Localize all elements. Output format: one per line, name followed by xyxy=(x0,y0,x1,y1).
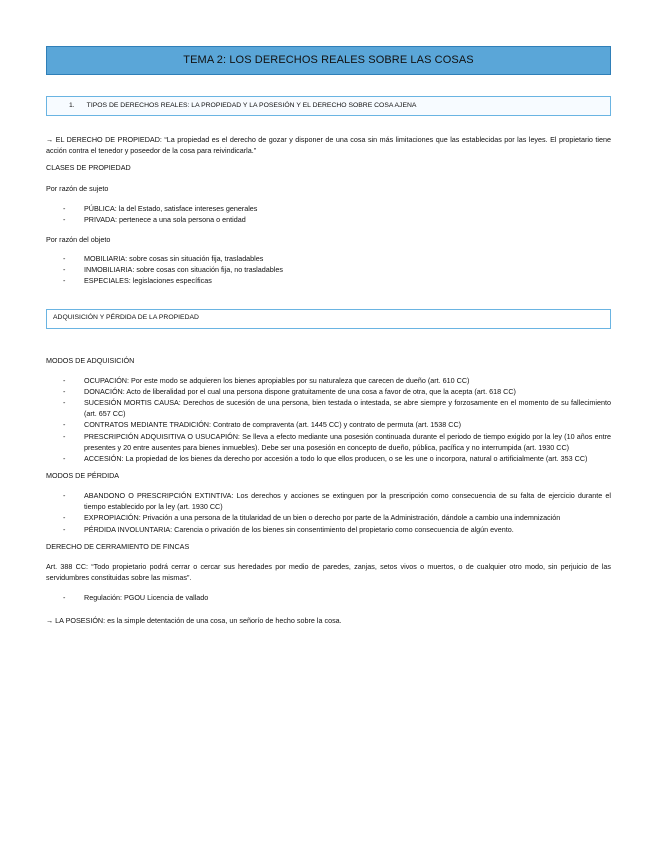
modos-perdida-heading: MODOS DE PÉRDIDA xyxy=(46,470,120,480)
list-item: - OCUPACIÓN: Por este modo se adquieren los bienes apropiables por su naturaleza que carecen de dueño (art. 610 CC) xyxy=(46,375,611,386)
list-item: - ESPECIALES: legislaciones específicas xyxy=(46,275,611,286)
section-header-adquisicion-perdida xyxy=(46,309,611,329)
regulacion-list xyxy=(46,592,611,603)
list-item: - PÚBLICA: la del Estado, satisface intereses generales xyxy=(46,203,611,214)
list-item: - ABANDONO O PRESCRIPCIÓN EXTINTIVA: Los derechos y acciones se extinguen por la prescripción como consecuencia de su falta de ejercicio durante el tiempo establecido por la ley (art. 1930 CC) xyxy=(46,490,611,512)
list-item: - PRESCRIPCIÓN ADQUISITIVA O USUCAPIÓN: Se lleva a efecto mediante una posesión continuada durante el periodo de tiempo exigido por la ley (10 años entre presentes y 20 entre ausentes para bienes inmuebles). Debe ser una posesión en concepto de dueño, pública, pacífica y no interrumpida (art. 1930 CC) xyxy=(46,431,611,453)
list-item: - CONTRATOS MEDIANTE TRADICIÓN: Contrato de compraventa (art. 1445 CC) y contrato de permuta (art. 1538 CC) xyxy=(46,419,611,430)
list-item: - MOBILIARIA: sobre cosas sin situación fija, trasladables xyxy=(46,253,611,264)
list-item: - EXPROPIACIÓN: Privación a una persona de la titularidad de un bien o derecho por parte de la Administración, dándole a cambio una indemnización xyxy=(46,512,611,523)
list-item: - PÉRDIDA INVOLUNTARIA: Carencia o privación de los bienes sin consentimiento del propietario como consecuencia de algún evento. xyxy=(46,524,611,535)
section-label: TIPOS DE DERECHOS REALES: LA PROPIEDAD Y LA POSESIÓN Y EL DERECHO SOBRE COSA AJENA xyxy=(86,101,417,109)
document-page xyxy=(46,46,611,627)
sujeto-list xyxy=(46,203,611,225)
clases-propiedad-heading: CLASES DE PROPIEDAD xyxy=(46,163,131,173)
document-title-text: TEMA 2: LOS DERECHOS REALES SOBRE LAS COSAS xyxy=(183,53,474,66)
document-title xyxy=(46,46,611,75)
modos-adquisicion-heading: MODOS DE ADQUISICIÓN xyxy=(46,355,135,365)
list-item: - Regulación: PGOU Licencia de vallado xyxy=(46,592,611,603)
perdida-list xyxy=(46,490,611,535)
section-number: 1. xyxy=(69,101,75,109)
por-objeto-subheading: Por razón del objeto xyxy=(46,234,111,244)
por-sujeto-subheading: Por razón de sujeto xyxy=(46,184,109,194)
cerramiento-heading: DERECHO DE CERRAMIENTO DE FINCAS xyxy=(46,541,190,551)
cerramiento-paragraph: Art. 388 CC: “Todo propietario podrá cerrar o cercar sus heredades por medio de paredes, zanjas, setos vivos o muertos, o de cualquier otro modo, sin perjuicio de las servidumbres constituidas sobre las mismas”. xyxy=(46,561,611,583)
adquisicion-list xyxy=(46,375,611,464)
list-item: - ACCESIÓN: La propiedad de los bienes da derecho por accesión a todo lo que ellos producen, o se les une o incorpora, natural o artificialmente (art. 353 CC) xyxy=(46,453,611,464)
derecho-propiedad-paragraph: → EL DERECHO DE PROPIEDAD: “La propiedad es el derecho de gozar y disponer de una cosa sin más limitaciones que las establecidas por las leyes. El propietario tiene acción contra el tenedor y poseedor de la cosa para reivindicarla.” xyxy=(46,135,611,156)
list-item: - PRIVADA: pertenece a una sola persona o entidad xyxy=(46,214,611,225)
section-label: ADQUISICIÓN Y PÉRDIDA DE LA PROPIEDAD xyxy=(53,314,199,322)
list-item: - SUCESIÓN MORTIS CAUSA: Derechos de sucesión de una persona, bien testada o intestada, se abre siempre y forzosamente en el momento de su fallecimiento (art. 657 CC) xyxy=(46,397,611,419)
objeto-list xyxy=(46,253,611,286)
section-header-tipos-derechos xyxy=(46,96,611,116)
posesion-paragraph: → LA POSESIÓN: es la simple detentación de una cosa, un señorío de hecho sobre la cosa. xyxy=(46,616,342,626)
list-item: - INMOBILIARIA: sobre cosas con situación fija, no trasladables xyxy=(46,264,611,275)
list-item: - DONACIÓN: Acto de liberalidad por el cual una persona dispone gratuitamente de una cosa a favor de otra, que la acepta (art. 618 CC) xyxy=(46,386,611,397)
